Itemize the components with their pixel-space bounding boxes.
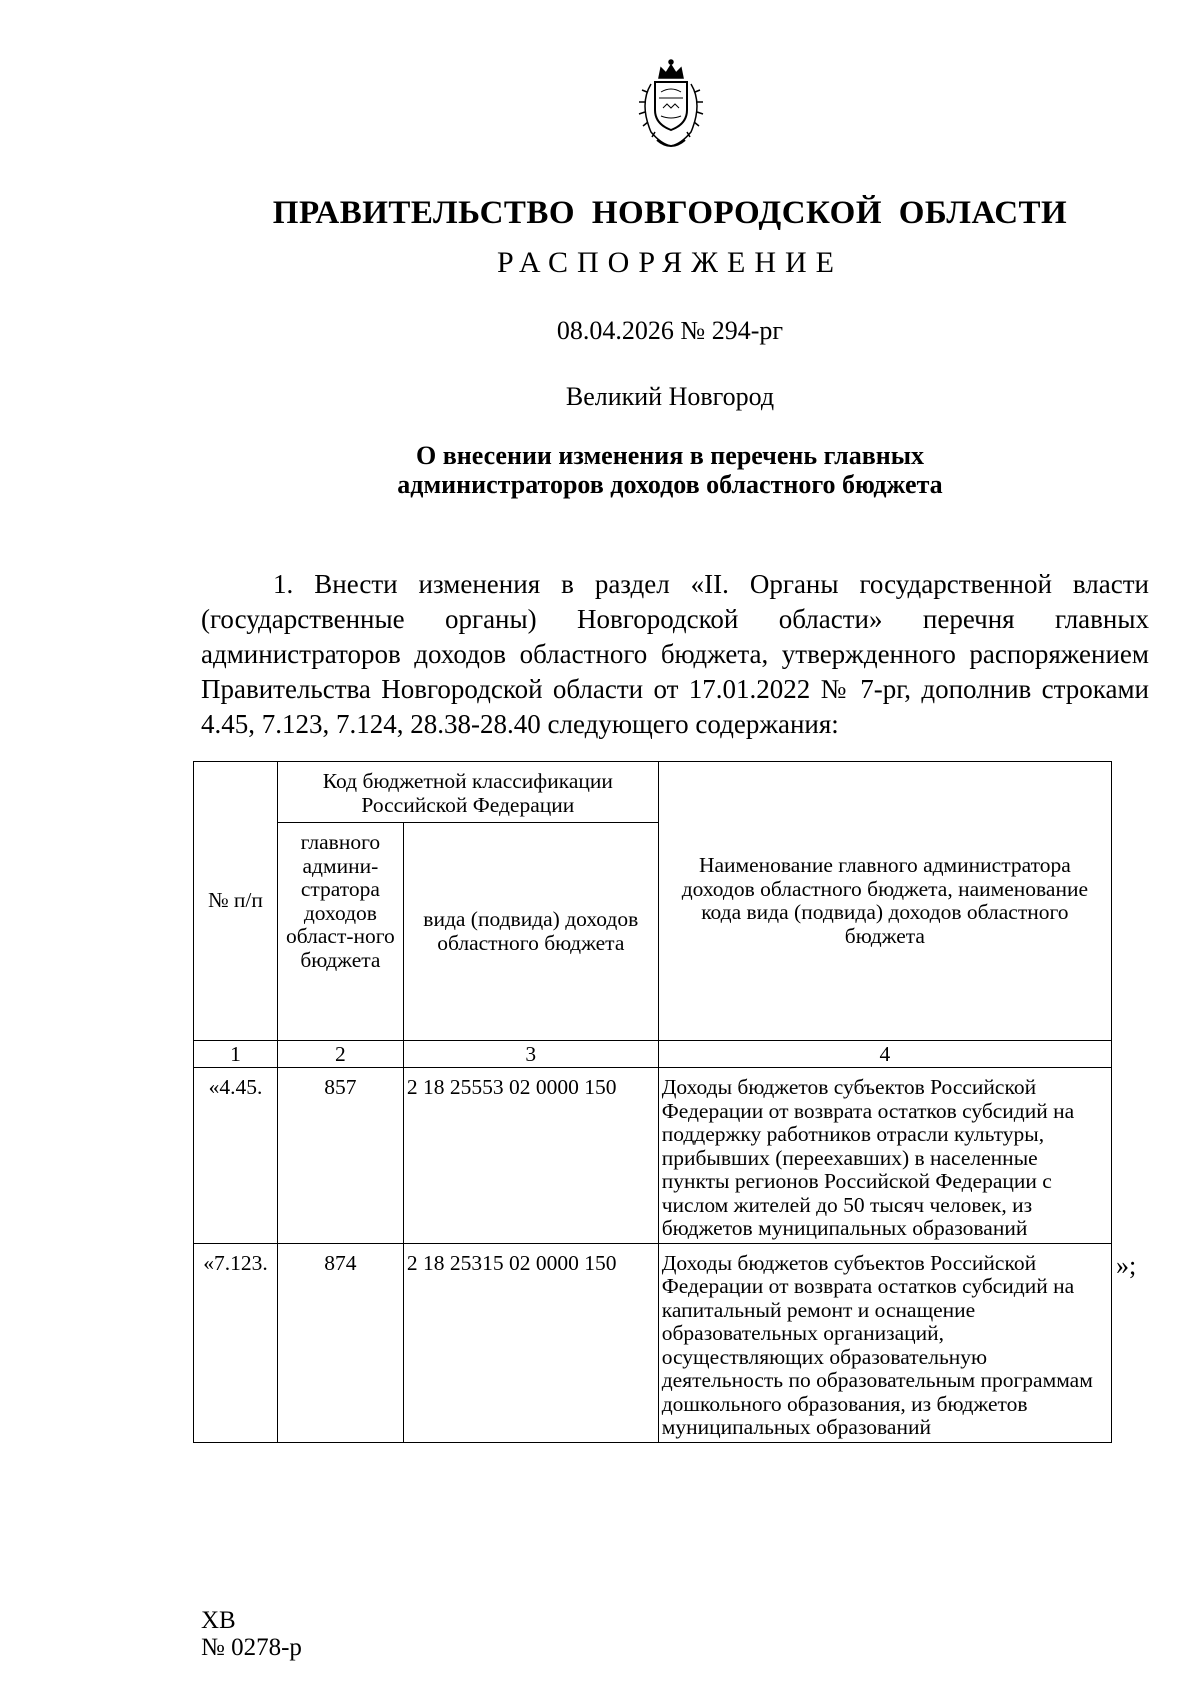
row-admin-code: 857 (277, 1068, 403, 1244)
document-city: Великий Новгород (565, 382, 775, 411)
budget-classification-table (193, 761, 1112, 1443)
body-paragraph-1: 1. Внести изменения в раздел «II. Органы государственной власти (государственные органы) Новгородской области» перечня главных администраторов доходов областного бюджета, утвержденного распоряжением Правительства Новгородской области от 17.01.2022 № 7-рг, дополнив строками 4.45, 7.123, 7.124, 28.38-28.40 следующего содержания: (201, 569, 1149, 739)
table-header-row-1 (194, 762, 1112, 823)
row-income-name: Доходы бюджетов субъектов Российской Федерации от возврата остатков субсидий на поддержку работников отрасли культуры, прибывших (переехавших) в населенные пункты регионов Российской Федерации с числом жителей до 50 тысяч человек, из бюджетов муниципальных образований (658, 1068, 1111, 1244)
header-num: № п/п (194, 762, 278, 1041)
row-income-name: Доходы бюджетов субъектов Российской Федерации от возврата остатков субсидий на капитальный ремонт и оснащение образовательных организаций, осуществляющих образовательную деятельность по образовательным программам дошкольного образования, из бюджетов муниципальных образований (658, 1243, 1111, 1442)
column-number: 3 (403, 1041, 658, 1068)
column-number: 2 (277, 1041, 403, 1068)
registration-number: № 0278-р (201, 1634, 302, 1661)
column-numbers-row (194, 1041, 1112, 1068)
executor-initials: ХВ (201, 1607, 236, 1634)
organization-name: ПРАВИТЕЛЬСТВО НОВГОРОДСКОЙ ОБЛАСТИ (272, 195, 1068, 231)
column-number: 1 (194, 1041, 278, 1068)
title-line-1: О внесении изменения в перечень главных (415, 441, 925, 470)
row-income-code: 2 18 25553 02 0000 150 (403, 1068, 658, 1244)
document-date-number: 08.04.2026 № 294-рг (556, 316, 784, 345)
column-number: 4 (658, 1041, 1111, 1068)
row-end-mark: »; (1116, 1251, 1137, 1280)
row-income-code: 2 18 25315 02 0000 150 (403, 1243, 658, 1442)
table-row (194, 1243, 1112, 1442)
row-number: «4.45. (194, 1068, 278, 1244)
row-admin-code: 874 (277, 1243, 403, 1442)
document-footer (201, 1607, 302, 1661)
header-code-group: Код бюджетной классификации Российской Федерации (277, 762, 658, 823)
table-row (194, 1068, 1112, 1244)
document-title (0, 441, 1200, 499)
document-type: РАСПОРЯЖЕНИЕ (496, 246, 844, 279)
header-admin: главного админи-стратора доходов област-ного бюджета (277, 823, 403, 1041)
novgorod-coat-of-arms-icon (631, 58, 711, 154)
header-type: вида (подвида) доходов областного бюджета (403, 823, 658, 1041)
row-number: «7.123. (194, 1243, 278, 1442)
header-name: Наименование главного администратора доходов областного бюджета, наименование кода вида (подвида) доходов областного бюджета (658, 762, 1111, 1041)
title-line-2: администраторов доходов областного бюджета (397, 470, 943, 499)
